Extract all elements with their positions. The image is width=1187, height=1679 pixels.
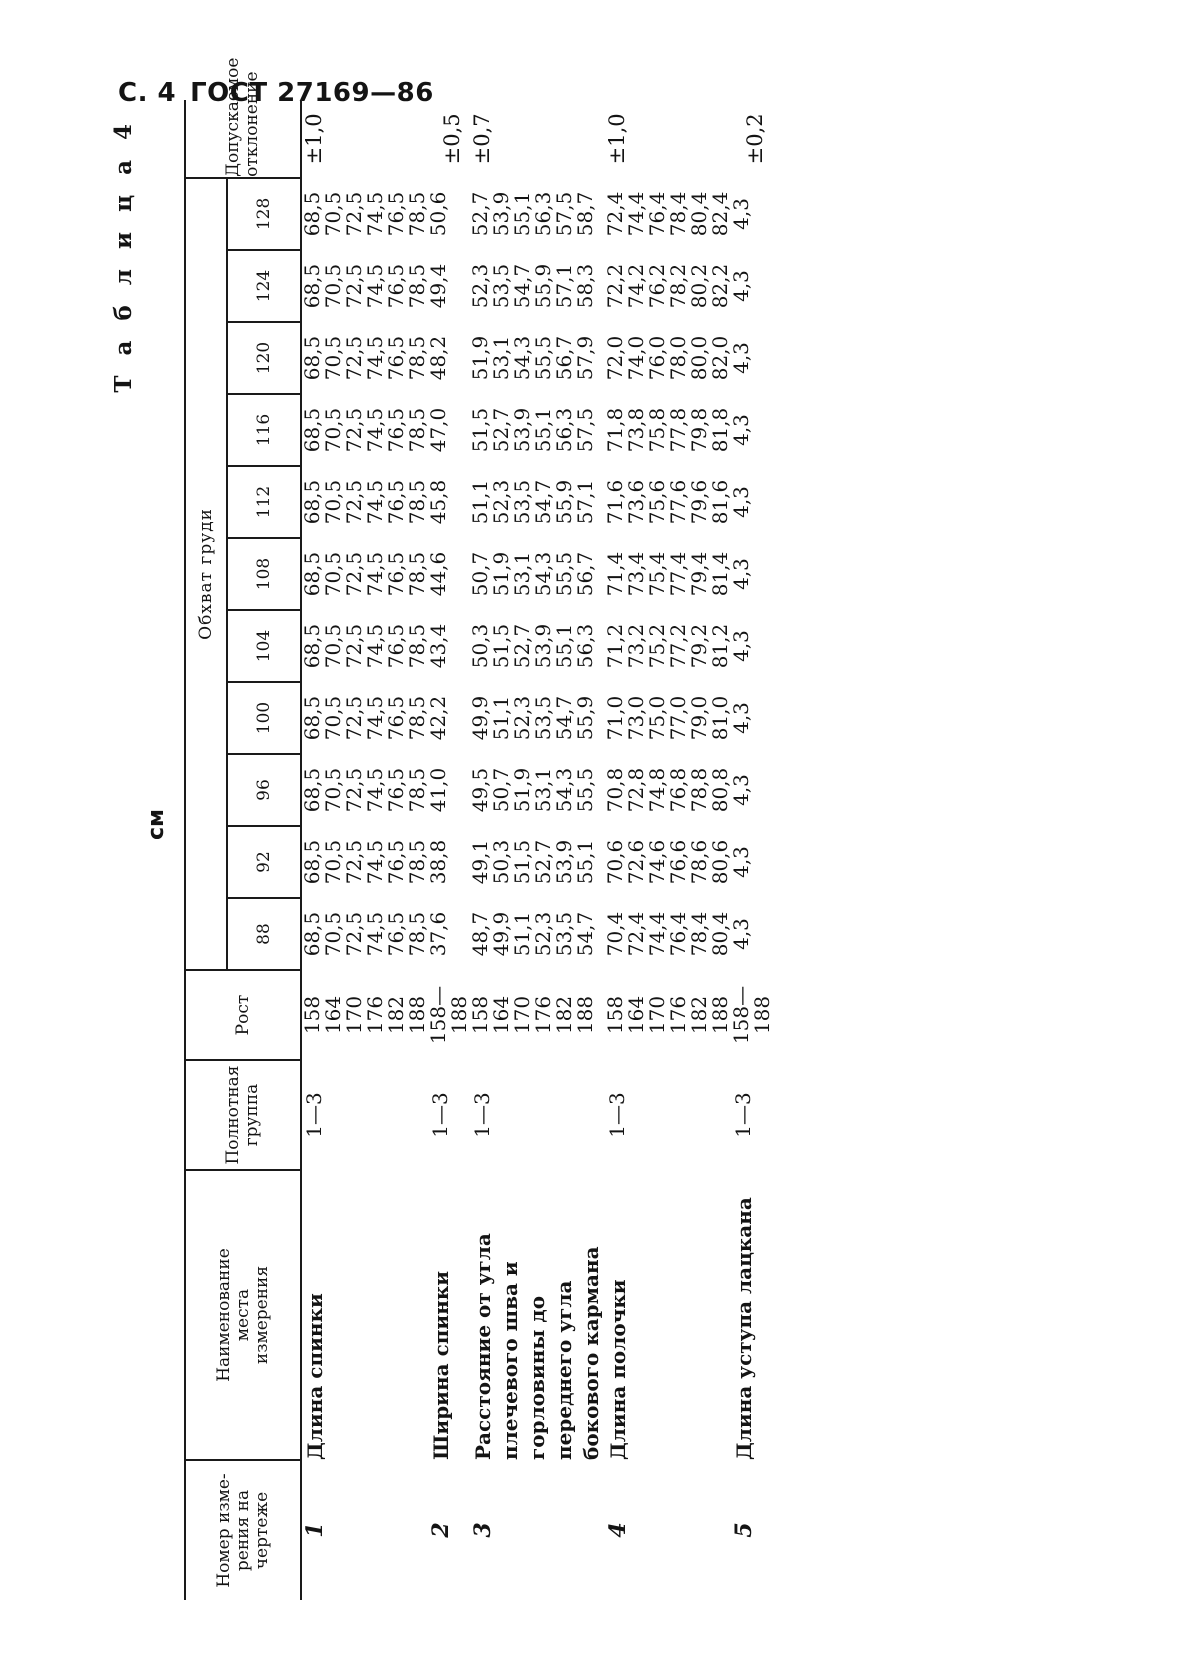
fullness-group: 1—3 <box>470 1092 494 1138</box>
table-row <box>428 100 470 1600</box>
value-cell: 49,1 50,3 51,5 52,7 53,9 55,1 <box>468 839 597 885</box>
value-cell: 51,1 52,3 53,5 54,7 55,9 57,1 <box>468 479 597 525</box>
size-header: 108 <box>227 538 301 610</box>
fullness-group: 1—3 <box>428 1092 452 1138</box>
value-cell: 68,5 70,5 72,5 74,5 76,5 78,5 <box>300 479 429 525</box>
value-cell: 4,3 <box>729 270 753 302</box>
value-cell: 50,6 <box>426 191 450 237</box>
value-cell: 49,4 <box>426 263 450 309</box>
height-values: 158 164 170 176 182 188 <box>300 995 429 1035</box>
size-header: 128 <box>227 178 301 250</box>
value-cell: 68,5 70,5 72,5 74,5 76,5 78,5 <box>300 911 429 957</box>
tolerance-cell: ±0,7 <box>470 113 494 165</box>
value-cell: 38,8 <box>426 839 450 885</box>
value-cell: 70,4 72,4 74,4 76,4 78,4 80,4 <box>603 911 732 957</box>
value-cell: 51,5 52,7 53,9 55,1 56,3 57,5 <box>468 407 597 453</box>
size-header: 88 <box>227 898 301 970</box>
fullness-group: 1—3 <box>605 1092 629 1138</box>
size-header: 100 <box>227 682 301 754</box>
value-cell: 45,8 <box>426 479 450 525</box>
value-cell: 51,9 53,1 54,3 55,5 56,7 57,9 <box>468 335 597 381</box>
header-chest: Обхват груди <box>185 178 227 970</box>
measurement-name: Расстояние от угла плечевого шва и горловины до переднего угла бокового кармана <box>471 1233 603 1460</box>
row-number: 2 <box>428 1522 454 1538</box>
table-body <box>301 100 773 1600</box>
value-cell: 43,4 <box>426 623 450 669</box>
header-name <box>185 1170 301 1460</box>
value-cell: 68,5 70,5 72,5 74,5 76,5 78,5 <box>300 407 429 453</box>
value-cell: 4,3 <box>729 774 753 806</box>
height-values: 158— 188 <box>729 985 774 1045</box>
value-cell: 68,5 70,5 72,5 74,5 76,5 78,5 <box>300 767 429 813</box>
value-cell: 4,3 <box>729 702 753 734</box>
standard-number: ГОСТ 27169—86 <box>190 78 434 108</box>
page-number: С. 4 <box>118 78 177 108</box>
value-cell: 71,4 73,4 75,4 77,4 79,4 81,4 <box>603 551 732 597</box>
header-group-label: Полнотная группа <box>223 1065 262 1165</box>
header-num-label: Номер изме- рения на чертеже <box>213 1473 272 1588</box>
measurement-name: Длина уступа лацкана <box>732 1197 756 1460</box>
value-cell: 48,2 <box>426 335 450 381</box>
value-cell: 47,0 <box>426 407 450 453</box>
value-cell: 41,0 <box>426 767 450 813</box>
value-cell: 37,6 <box>426 911 450 957</box>
value-cell: 52,3 53,5 54,7 55,9 57,1 58,3 <box>468 263 597 309</box>
value-cell: 4,3 <box>729 198 753 230</box>
value-cell: 68,5 70,5 72,5 74,5 76,5 78,5 <box>300 263 429 309</box>
value-cell: 48,7 49,9 51,1 52,3 53,5 54,7 <box>468 911 597 957</box>
table-row <box>605 100 731 1600</box>
value-cell: 68,5 70,5 72,5 74,5 76,5 78,5 <box>300 623 429 669</box>
header-tolerance <box>185 57 301 178</box>
row-number: 5 <box>731 1522 757 1538</box>
value-cell: 4,3 <box>729 630 753 662</box>
size-header: 92 <box>227 826 301 898</box>
size-header: 116 <box>227 394 301 466</box>
size-header: 104 <box>227 610 301 682</box>
value-cell: 42,2 <box>426 695 450 741</box>
measurement-name: Длина спинки <box>303 1293 327 1460</box>
tolerance-cell: ±0,5 <box>440 113 464 165</box>
tolerance-cell: ±1,0 <box>302 113 326 165</box>
value-cell: 4,3 <box>729 918 753 950</box>
height-values: 158 164 170 176 182 188 <box>468 995 597 1035</box>
value-cell: 4,3 <box>729 486 753 518</box>
table-title: Т а б л и ц а 4 <box>110 118 137 393</box>
value-cell: 70,6 72,6 74,6 76,6 78,6 80,6 <box>603 839 732 885</box>
table-row <box>470 100 605 1600</box>
fullness-group: 1—3 <box>731 1092 755 1138</box>
size-header: 96 <box>227 754 301 826</box>
size-header: 120 <box>227 322 301 394</box>
value-cell: 4,3 <box>729 414 753 446</box>
value-cell: 68,5 70,5 72,5 74,5 76,5 78,5 <box>300 335 429 381</box>
tolerance-cell: ±0,2 <box>743 113 767 165</box>
value-cell: 68,5 70,5 72,5 74,5 76,5 78,5 <box>300 191 429 237</box>
value-cell: 72,2 74,2 76,2 78,2 80,2 82,2 <box>603 263 732 309</box>
row-number: 1 <box>302 1522 328 1538</box>
height-values: 158 164 170 176 182 188 <box>603 995 732 1035</box>
value-cell: 71,8 73,8 75,8 77,8 79,8 81,8 <box>603 407 732 453</box>
value-cell: 50,3 51,5 52,7 53,9 55,1 56,3 <box>468 623 597 669</box>
fullness-group: 1—3 <box>302 1092 326 1138</box>
value-cell: 68,5 70,5 72,5 74,5 76,5 78,5 <box>300 551 429 597</box>
measurement-name: Ширина спинки <box>429 1270 453 1460</box>
value-cell: 71,0 73,0 75,0 77,0 79,0 81,0 <box>603 695 732 741</box>
value-cell: 72,0 74,0 76,0 78,0 80,0 82,0 <box>603 335 732 381</box>
value-cell: 68,5 70,5 72,5 74,5 76,5 78,5 <box>300 695 429 741</box>
row-number: 3 <box>470 1522 496 1538</box>
value-cell: 49,5 50,7 51,9 53,1 54,3 55,5 <box>468 767 597 813</box>
tolerance-cell: ±1,0 <box>605 113 629 165</box>
measurement-name: Длина полочки <box>606 1279 630 1460</box>
value-cell: 52,7 53,9 55,1 56,3 57,5 58,7 <box>468 191 597 237</box>
size-header: 112 <box>227 466 301 538</box>
row-number: 4 <box>605 1522 631 1538</box>
value-cell: 4,3 <box>729 558 753 590</box>
value-cell: 71,6 73,6 75,6 77,6 79,6 81,6 <box>603 479 732 525</box>
header-name-label: Наименование места измерения <box>213 1248 272 1382</box>
header-num <box>185 1460 301 1600</box>
table-row <box>731 100 773 1600</box>
header-group <box>185 1060 301 1170</box>
value-cell: 44,6 <box>426 551 450 597</box>
table-row <box>301 100 428 1600</box>
value-cell: 4,3 <box>729 342 753 374</box>
value-cell: 50,7 51,9 53,1 54,3 55,5 56,7 <box>468 551 597 597</box>
value-cell: 49,9 51,1 52,3 53,5 54,7 55,9 <box>468 695 597 741</box>
value-cell: 72,4 74,4 76,4 78,4 80,4 82,4 <box>603 191 732 237</box>
size-header: 124 <box>227 250 301 322</box>
header-height: Рост <box>185 970 301 1060</box>
value-cell: 70,8 72,8 74,8 76,8 78,8 80,8 <box>603 767 732 813</box>
header-tolerance-label: Допускаемое отклонение <box>223 57 262 177</box>
value-cell: 71,2 73,2 75,2 77,2 79,2 81,2 <box>603 623 732 669</box>
value-cell: 68,5 70,5 72,5 74,5 76,5 78,5 <box>300 839 429 885</box>
height-values: 158— 188 <box>426 985 471 1045</box>
unit-label: см <box>144 808 169 840</box>
value-cell: 4,3 <box>729 846 753 878</box>
